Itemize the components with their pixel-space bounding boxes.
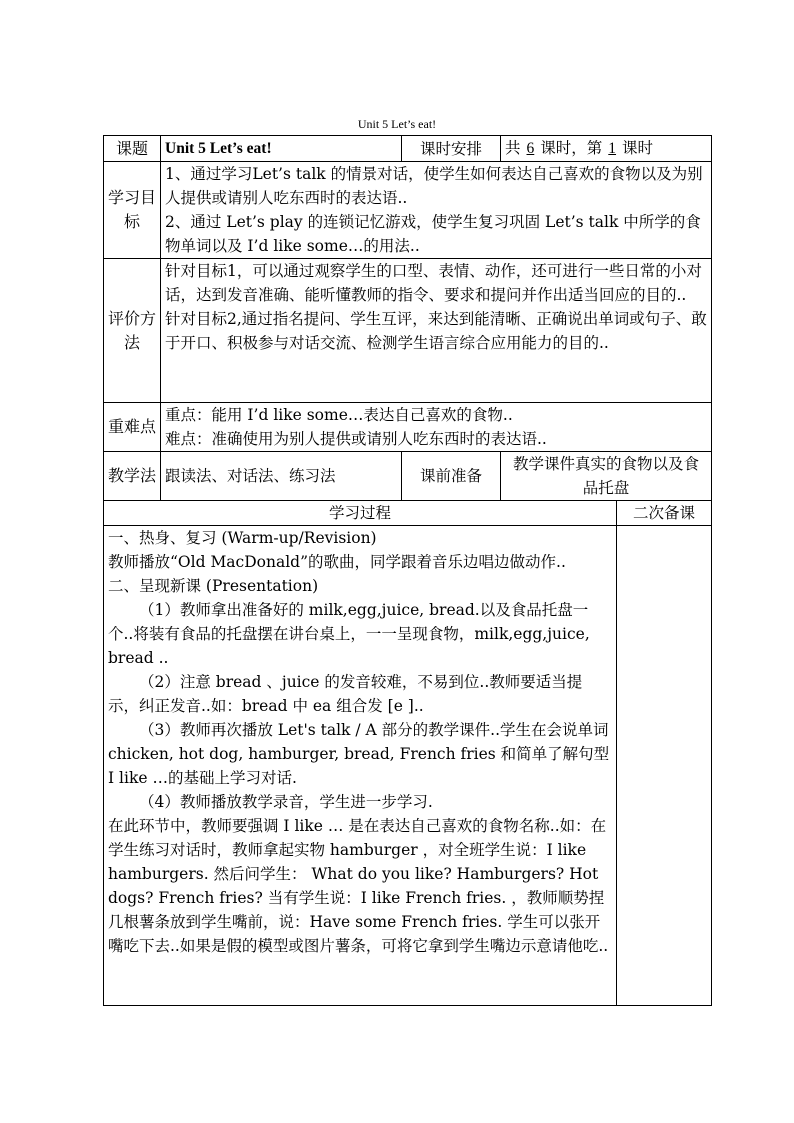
prep-label: 课前准备 — [402, 452, 501, 501]
schedule-prefix: 共 — [505, 139, 521, 157]
page-header: Unit 5 Let’s eat! — [357, 117, 437, 131]
topic-label: 课题 — [104, 136, 161, 162]
process-content — [104, 526, 617, 1006]
key-points-content — [161, 403, 712, 452]
evaluation-content — [161, 259, 712, 403]
process-paragraph: （4）教师播放教学录音，学生进一步学习. — [139, 793, 433, 811]
key-point-item: 难点：准确使用为别人提供或请别人吃东西时的表达语.. — [165, 430, 547, 448]
process-paragraph: （3）教师再次播放 Let's talk / A 部分的教学课件..学生在会说单词 chicken, hot dog, hamburger, bread, French fries 和简单了解句型 I like …的基础上学习对话. — [108, 721, 610, 787]
process-paragraph: 一、热身、复习 (Warm-up/Revision) — [108, 529, 377, 547]
schedule-value — [501, 136, 712, 162]
evaluation-label: 评价方法 — [104, 259, 161, 403]
schedule-mid: 课时，第 — [540, 139, 603, 157]
process-content-row — [104, 526, 712, 1006]
schedule-suffix: 课时 — [622, 139, 654, 157]
objectives-content — [161, 162, 712, 259]
objectives-row — [104, 162, 712, 259]
side-notes-cell — [617, 526, 712, 1006]
objective-item: 2、通过 Let’s play 的连锁记忆游戏，使学生复习巩固 Let’s talk 中所学的食物单词以及 I’d like some…的用法.. — [165, 213, 701, 255]
process-paragraph: 在此环节中，教师要强调 I like … 是在表达自己喜欢的食物名称..如：在学生练习对话时，教师拿起实物 hamburger ，对全班学生说：I like hamburgers. 然后问学生： What do you like? Hamburgers? Hot dogs? French fries? 当有学生说：I like French fries. ，教师顺势捏几根薯条放到学生嘴前，说：Have some French fries. 学生可以张开嘴吃下去..如果是假的模型或图片薯条，可将它拿到学生嘴边示意请他吃.. — [108, 817, 609, 955]
methods-label: 教学法 — [104, 452, 161, 501]
key-points-label: 重难点 — [104, 403, 161, 452]
total-lessons: 6 — [526, 140, 535, 157]
key-point-item: 重点：能用 I’d like some…表达自己喜欢的食物.. — [165, 406, 513, 424]
key-points-row — [104, 403, 712, 452]
topic-value: Unit 5 Let’s eat! — [161, 136, 402, 162]
process-paragraph: 教师播放“Old MacDonald”的歌曲，同学跟着音乐边唱边做动作.. — [108, 553, 566, 571]
current-lesson: 1 — [608, 140, 617, 157]
schedule-label: 课时安排 — [402, 136, 501, 162]
methods-row — [104, 452, 712, 501]
process-paragraph: 二、呈现新课 (Presentation) — [108, 577, 319, 595]
prep-value: 教学课件真实的食物以及食品托盘 — [501, 452, 712, 501]
lesson-plan-table — [103, 135, 712, 1006]
objective-item: 1、通过学习Let’s talk 的情景对话，使学生如何表达自己喜欢的食物以及为别人提供或请别人吃东西时的表达语.. — [165, 165, 703, 207]
methods-value: 跟读法、对话法、练习法 — [161, 452, 402, 501]
process-paragraph: （1）教师拿出准备好的 milk,egg,juice, bread.以及食品托盘一个..将装有食品的托盘摆在讲台桌上，一一呈现食物，milk,egg,juice, bread .. — [108, 601, 590, 667]
evaluation-item: 针对目标2,通过指名提问、学生互评，来达到能清晰、正确说出单词或句子、敢于开口、积极参与对话交流、检测学生语言综合应用能力的目的.. — [165, 310, 707, 352]
topic-row — [104, 136, 712, 162]
side-header: 二次备课 — [617, 501, 712, 526]
objectives-label: 学习目标 — [104, 162, 161, 259]
evaluation-row — [104, 259, 712, 403]
process-header-row — [104, 501, 712, 526]
evaluation-item: 针对目标1，可以通过观察学生的口型、表情、动作，还可进行一些日常的小对话，达到发音准确、能听懂教师的指令、要求和提问并作出适当回应的目的.. — [165, 262, 702, 304]
process-paragraph: （2）注意 bread 、juice 的发音较难，不易到位..教师要适当提示，纠正发音..如：bread 中 ea 组合发 [e ].. — [108, 673, 583, 715]
process-header: 学习过程 — [104, 501, 617, 526]
